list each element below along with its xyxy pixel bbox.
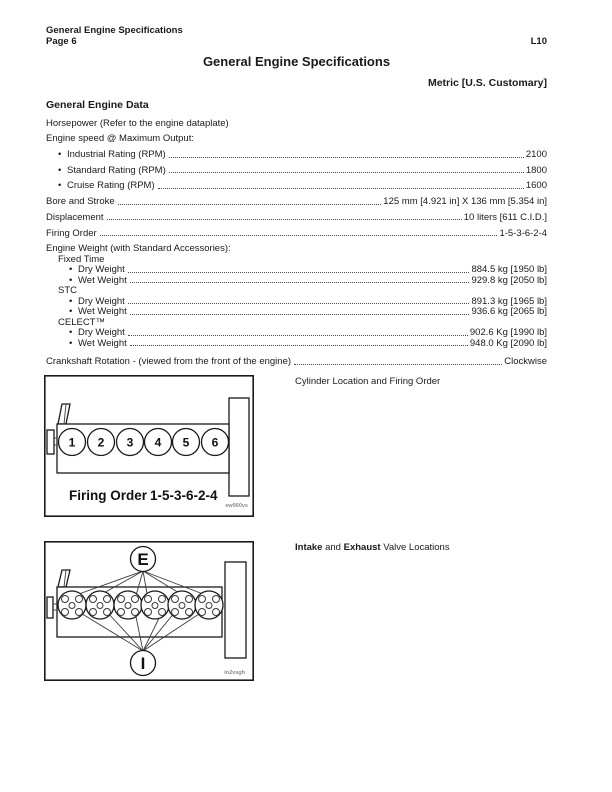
bullet-icon: • [58,164,62,176]
spec-row [46,352,547,368]
dotted-leader [130,314,470,315]
spec-label: Wet Weight [78,306,127,318]
cylinder-5-number: 5 [182,435,190,450]
spec-list [46,113,547,367]
section-heading: General Engine Data [46,99,149,111]
spec-value: 2100 [525,149,547,161]
spec-label: STC [58,285,77,297]
caption-and: and [322,542,344,553]
spec-label: Fixed Time [58,253,105,265]
spec-row [46,223,547,239]
page-header [46,0,547,47]
dotted-leader [128,303,470,304]
spec-row [46,191,547,207]
cylinder-2-number: 2 [97,435,105,450]
figure-code: in2vsgh [224,670,245,676]
spec-value: 884.5 kg [1950 lb] [471,264,547,276]
spec-row [46,144,547,160]
spec-row [46,328,547,339]
bullet-icon: • [69,337,73,349]
spec-value: 891.3 kg [1965 lb] [471,295,547,307]
spec-label: Bore and Stroke [46,196,115,208]
spec-value: 902.6 Kg [1990 lb] [469,327,547,339]
figure-code: ew900vs [225,503,248,509]
spec-label: Displacement [46,211,104,223]
spec-value: 1800 [525,164,547,176]
spec-row [46,296,547,307]
spec-row [46,275,547,286]
spec-value: 1-5-3-6-2-4 [499,227,547,239]
dotted-leader [294,364,502,365]
spec-label: Engine speed @ Maximum Output: [46,133,194,145]
spec-value: 1600 [525,180,547,192]
figure-firing-order [44,375,254,522]
figure-2-caption [295,542,450,553]
caption-intake: Intake [295,542,323,553]
spec-label: CELECT™ [58,316,105,328]
page-title: General Engine Specifications [202,54,391,69]
spec-label: Firing Order [46,227,97,239]
spec-row [46,176,547,192]
spec-label: Engine Weight (with Standard Accessories): [46,243,231,255]
dotted-leader [169,157,524,158]
dotted-leader [107,219,462,220]
intake-marker-letter: I [140,654,146,673]
spec-label: Standard Rating (RPM) [67,164,166,176]
cylinder-1-number: 1 [68,435,76,450]
spec-row [46,254,547,265]
spec-row [46,307,547,318]
figure-valve-locations [44,541,254,686]
firing-order-label: Firing Order [69,488,148,503]
units-label: Metric [U.S. Customary] [427,77,547,89]
figure-1-caption: Cylinder Location and Firing Order [295,376,441,387]
spec-label: Wet Weight [78,337,127,349]
spec-value: 10 liters [611 C.I.D.] [463,211,547,223]
flywheel-housing [225,562,246,658]
dotted-leader [130,282,470,283]
dotted-leader [130,345,468,346]
front-support [47,597,53,618]
dotted-leader [100,235,498,236]
bullet-icon: • [69,264,73,276]
dotted-leader [169,172,524,173]
spec-row [46,207,547,223]
dotted-leader [128,272,470,273]
bullet-icon: • [69,295,73,307]
flywheel-housing [229,398,249,496]
spec-label: Dry Weight [78,327,125,339]
dotted-leader [128,335,468,336]
valve-location-diagram [44,541,254,681]
bullet-icon: • [58,180,62,192]
spec-row [46,265,547,276]
cylinder-3-number: 3 [126,435,134,450]
caption-rest: Valve Locations [380,542,450,553]
bullet-icon: • [69,306,73,318]
spec-value: 948.0 Kg [2090 lb] [469,337,547,349]
spec-row [46,113,547,129]
spec-label: Industrial Rating (RPM) [67,149,166,161]
bullet-icon: • [69,327,73,339]
spec-value: 125 mm [4.921 in] X 136 mm [5.354 in] [383,196,547,208]
bullet-icon: • [69,274,73,286]
page-content [46,0,547,367]
spec-value: 936.6 kg [2065 lb] [471,306,547,318]
front-support [47,430,54,454]
dotted-leader [158,188,524,189]
header-doc-title: General Engine Specifications [46,25,183,36]
spec-row [46,239,547,255]
cylinder-6-number: 6 [211,435,219,450]
spec-label: Wet Weight [78,274,127,286]
spec-value: Clockwise [504,356,547,368]
header-left [46,25,183,47]
spec-row [46,317,547,328]
spec-row [46,160,547,176]
spec-row [46,129,547,145]
exhaust-marker-letter: E [137,550,149,569]
cylinder-4-number: 4 [154,435,162,450]
caption-exhaust: Exhaust [343,542,381,553]
spec-row [46,286,547,297]
firing-order-value: 1-5-3-6-2-4 [150,488,218,503]
spec-label: Horsepower (Refer to the engine dataplate) [46,117,229,129]
dotted-leader [118,204,382,205]
bullet-icon: • [58,149,62,161]
firing-order-diagram [44,375,254,517]
spec-label: Cruise Rating (RPM) [67,180,155,192]
spec-row [46,338,547,349]
header-code: L10 [530,36,547,47]
header-page-label: Page 6 [46,36,77,47]
spec-label: Dry Weight [78,295,125,307]
spec-label: Crankshaft Rotation - (viewed from the front of the engine) [46,356,292,368]
spec-value: 929.8 kg [2050 lb] [471,274,547,286]
spec-label: Dry Weight [78,264,125,276]
